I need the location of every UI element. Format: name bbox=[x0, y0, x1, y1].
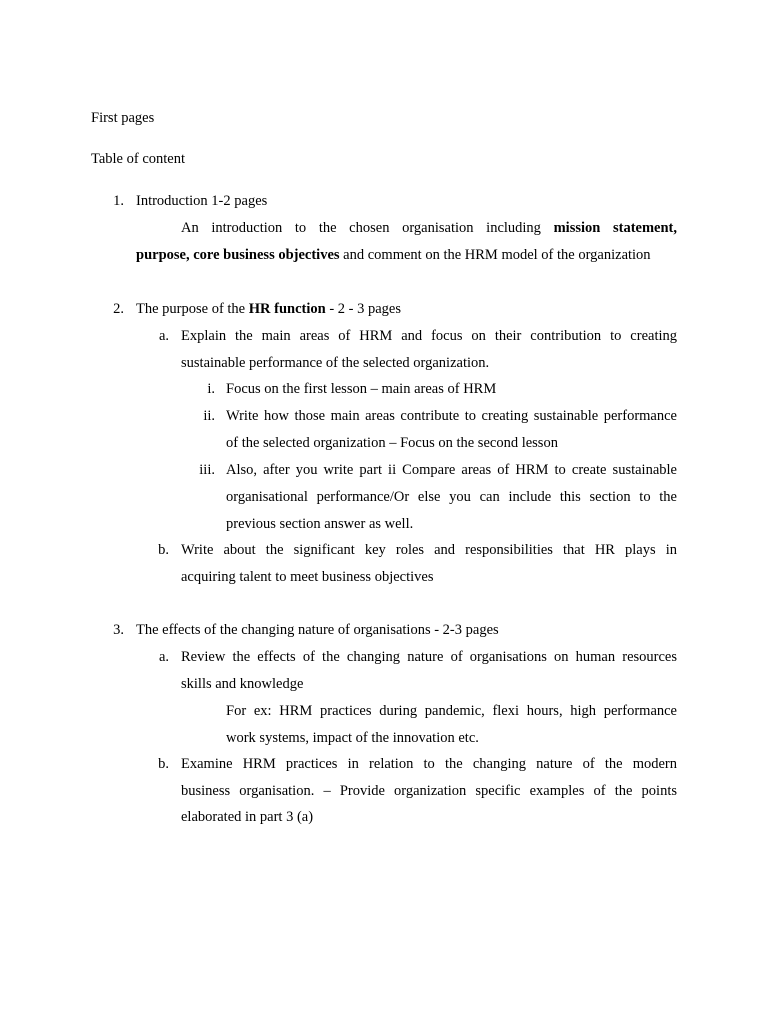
section-1-number: 1. bbox=[113, 193, 124, 209]
section-2a-iii-line-1: Also, after you write part ii Compare areas of HRM to create sustainable bbox=[226, 462, 677, 478]
section-3b-line-2: business organisation. – Provide organization specific examples of the points bbox=[181, 783, 677, 799]
section-2a-iii-line-2: organisational performance/Or else you can include this section to the bbox=[226, 489, 677, 505]
section-2a-iii-line-3: previous section answer as well. bbox=[226, 516, 414, 532]
table-of-content-label: Table of content bbox=[91, 151, 186, 167]
section-2a-marker: a. bbox=[158, 328, 169, 344]
section-2a-ii-line-1: Write how those main areas contribute to creating sustainable performance bbox=[226, 408, 677, 424]
section-1-paragraph-line-2: purpose, core business objectives and comment on the HRM model of the organization bbox=[136, 247, 651, 263]
section-2-title: The purpose of the HR function - 2 - 3 pages bbox=[136, 301, 401, 317]
section-2a-ii-line-2: of the selected organization – Focus on the second lesson bbox=[226, 435, 558, 451]
section-3a-marker: a. bbox=[158, 649, 169, 665]
section-3-number: 3. bbox=[113, 622, 124, 638]
section-3b-line-1: Examine HRM practices in relation to the changing nature of the modern bbox=[181, 756, 677, 772]
section-2b-line-1: Write about the significant key roles and responsibilities that HR plays in bbox=[181, 542, 677, 558]
section-1-title: Introduction 1-2 pages bbox=[136, 193, 268, 209]
section-1-paragraph-line-1: An introduction to the chosen organisation including mission statement, bbox=[181, 220, 677, 236]
first-pages-label: First pages bbox=[91, 110, 155, 126]
section-2a-i-marker: i. bbox=[207, 381, 215, 397]
section-3a-example-line-2: work systems, impact of the innovation etc. bbox=[226, 730, 479, 746]
section-2a-i-line-1: Focus on the first lesson – main areas of HRM bbox=[226, 381, 497, 397]
section-3a-line-1: Review the effects of the changing nature of organisations on human resources bbox=[181, 649, 677, 665]
section-3b-marker: b. bbox=[158, 756, 169, 772]
section-2b-line-2: acquiring talent to meet business objectives bbox=[181, 569, 434, 585]
section-2b-marker: b. bbox=[158, 542, 169, 558]
section-2a-iii-marker: iii. bbox=[199, 462, 215, 478]
section-2a-ii-marker: ii. bbox=[203, 408, 215, 424]
section-2a-line-2: sustainable performance of the selected organization. bbox=[181, 355, 490, 371]
section-2a-line-1: Explain the main areas of HRM and focus on their contribution to creating bbox=[181, 328, 677, 344]
section-3a-example-line-1: For ex: HRM practices during pandemic, flexi hours, high performance bbox=[226, 703, 677, 719]
section-3b-line-3: elaborated in part 3 (a) bbox=[181, 809, 314, 825]
section-2-number: 2. bbox=[113, 301, 124, 317]
section-3-title: The effects of the changing nature of organisations - 2-3 pages bbox=[136, 622, 499, 638]
section-3a-line-2: skills and knowledge bbox=[181, 676, 304, 692]
